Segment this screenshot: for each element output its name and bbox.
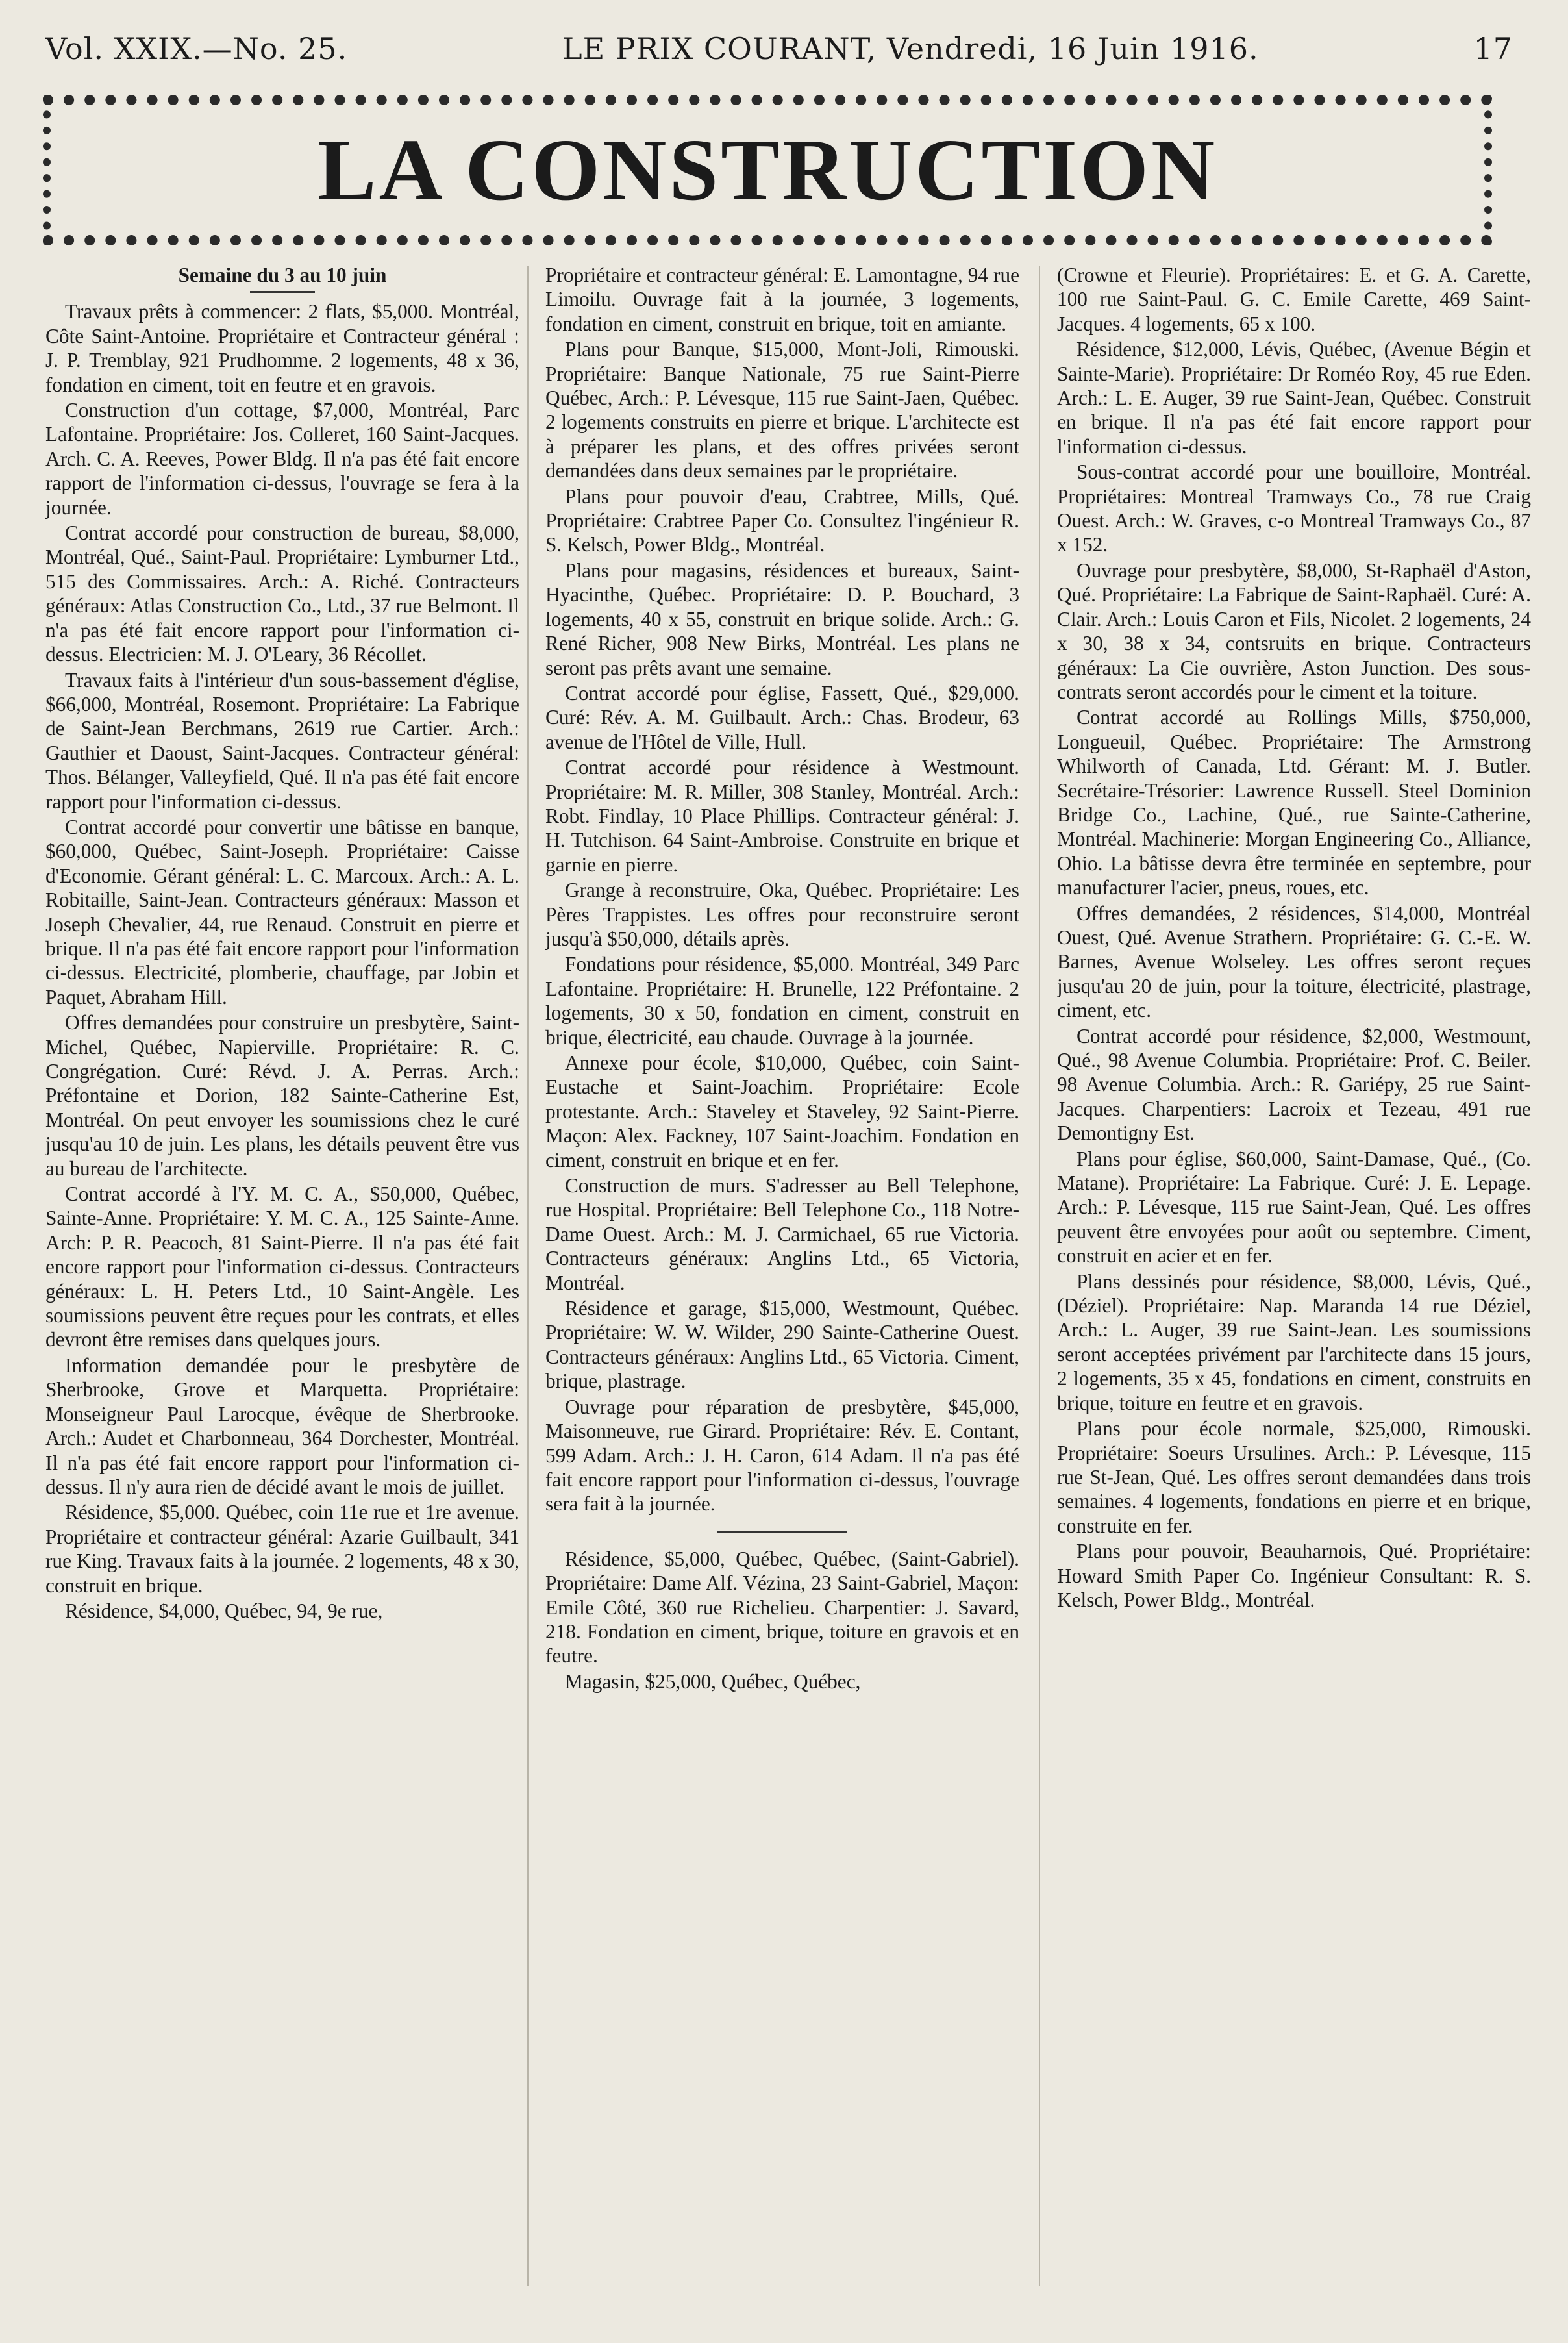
article-paragraph: Contrat accordé pour construction de bureau, $8,000, Montréal, Qué., Saint-Paul. Propriétaire: Lymburner Ltd., 515 des Commissaires. Arch.: A. Riché. Contracteurs généraux: Atlas Construction Co., Ltd., 37 rue Belmont. Il n'a pas été fait encore rapport pour l'information ci-dessus. Electricien: M. J. O'Leary, 36 Récollet. — [45, 521, 519, 666]
column-2 — [545, 263, 1019, 2315]
article-paragraph: Offres demandées, 2 résidences, $14,000, Montréal Ouest, Qué. Avenue Strathern. Propriétaire: G. C.-E. W. Barnes, Avenue Wolseley. Les offres seront reçues jusqu'au 20 de juin, pour la toiture, électricité, plastrage, ciment, etc. — [1057, 901, 1531, 1022]
article-paragraph: Contrat accordé pour convertir une bâtisse en banque, $60,000, Québec, Saint-Joseph. Propriétaire: Caisse d'Economie. Gérant général: L. C. Marcoux. Arch.: A. L. Robitaille, Saint-Jean. Contracteurs généraux: Masson et Joseph Chevalier, 44, rue Renaud. Construit en pierre et brique. Il n'a pas été fait encore rapport pour l'information ci-dessus. Electricité, plomberie, chauffage, par Jobin et Paquet, Abraham Hill. — [45, 815, 519, 1009]
page-number: 17 — [1473, 31, 1513, 66]
article-paragraph: Plans pour pouvoir, Beauharnois, Qué. Propriétaire: Howard Smith Paper Co. Ingénieur Consultant: R. S. Kelsch, Power Bldg., Montréal. — [1057, 1540, 1531, 1611]
article-paragraph: Construction d'un cottage, $7,000, Montréal, Parc Lafontaine. Propriétaire: Jos. Colleret, 160 Saint-Jacques. Arch. C. A. Reeves, Power Bldg. Il n'a pas été fait encore rapport de l'information ci-dessus, l'ouvrage se fera à la journée. — [45, 399, 519, 519]
journal-title-date: LE PRIX COURANT, Vendredi, 16 Juin 1916. — [562, 31, 1259, 66]
article-paragraph: Plans pour église, $60,000, Saint-Damase, Qué., (Co. Matane). Propriétaire: La Fabrique. Curé: J. E. Lepage. Arch.: P. Lévesque, 115 rue Saint-Jean, Qué. Les offres peuvent être envoyées pour août ou septembre. Ciment, construit en acier et en fer. — [1057, 1147, 1531, 1268]
article-paragraph: Plans pour pouvoir d'eau, Crabtree, Mills, Qué. Propriétaire: Crabtree Paper Co. Consultez l'ingénieur R. S. Kelsch, Power Bldg., Montréal. — [545, 484, 1019, 557]
article-paragraph: Offres demandées pour construire un presbytère, Saint-Michel, Québec, Napierville. Propriétaire: R. C. Congrégation. Curé: Révd. J. A. Perras. Arch.: Préfontaine et Dorion, 182 Sainte-Catherine Est, Montréal. On peut envoyer les soumissions chez le curé jusqu'au 10 de juin. Les plans, les détails peuvent être vus au bureau de l'architecte. — [45, 1011, 519, 1180]
article-paragraph: Plans dessinés pour résidence, $8,000, Lévis, Qué., (Déziel). Propriétaire: Nap. Maranda 14 rue Déziel, Arch.: L. Auger, 39 rue Saint-Jean. Les soumissions seront acceptées privément par l'architecte dans 15 jours, 2 logements, 35 x 45, fondations en ciment, construits en brique, toiture en feutre et en gravois. — [1057, 1270, 1531, 1414]
article-paragraph: Plans pour magasins, résidences et bureaux, Saint-Hyacinthe, Québec. Propriétaire: D. P. Bouchard, 3 logements, 40 x 55, construit en brique solide. Arch.: G. René Richer, 908 New Birks, Montréal. Les plans ne seront pas prêts avant une semaine. — [545, 558, 1019, 679]
article-paragraph: Contrat accordé pour résidence, $2,000, Westmount, Qué., 98 Avenue Columbia. Propriétaire: Prof. C. Beiler. 98 Avenue Columbia. Arch.: R. Gariépy, 25 rue Saint-Jacques. Charpentiers: Lacroix et Tezeau, 491 rue Demontigny Est. — [1057, 1024, 1531, 1145]
article-paragraph: Plans pour Banque, $15,000, Mont-Joli, Rimouski. Propriétaire: Banque Nationale, 75 rue Saint-Pierre Québec, Arch.: P. Lévesque, 115 rue Saint-Jaen, Québec. 2 logements construits en pierre et brique. L'architecte est à préparer les plans, et des offres privées seront demandées dans deux semaines par le propriétaire. — [545, 338, 1019, 482]
article-paragraph: Résidence, $5,000. Québec, coin 11e rue et 1re avenue. Propriétaire et contracteur général: Azarie Guilbault, 341 rue King. Travaux faits à la journée. 2 logements, 48 x 30, construit en brique. — [45, 1501, 519, 1597]
article-paragraph: Sous-contrat accordé pour une bouilloire, Montréal. Propriétaires: Montreal Tramways Co., 78 rue Craig Ouest. Arch.: W. Graves, c-o Montreal Tramways Co., 87 x 152. — [1057, 460, 1531, 557]
column-1 — [45, 263, 519, 2315]
article-paragraph: Annexe pour école, $10,000, Québec, coin Saint-Eustache et Saint-Joachim. Propriétaire: Ecole protestante. Arch.: Staveley et Staveley, 92 Saint-Pierre. Maçon: Alex. Fackney, 107 Saint-Joachim. Fondation en ciment, construit en brique et en fer. — [545, 1051, 1019, 1172]
article-paragraph: Contrat accordé pour résidence à Westmount. Propriétaire: M. R. Miller, 308 Stanley, Montréal. Arch.: Robt. Findlay, 10 Place Phillips. Contracteur général: J. H. Tutchison. 64 Saint-Ambroise. Construite en brique et garnie en pierre. — [545, 756, 1019, 876]
column-divider — [1039, 266, 1040, 2286]
article-paragraph: Résidence, $4,000, Québec, 94, 9e rue, — [65, 1599, 383, 1622]
article-paragraph: (Crowne et Fleurie). Propriétaires: E. et G. A. Carette, 100 rue Saint-Paul. G. C. Emile Carette, 469 Saint-Jacques. 4 logements, 65 x 100. — [1057, 264, 1531, 335]
column-divider — [527, 266, 529, 2286]
article-paragraph: Résidence et garage, $15,000, Westmount, Québec. Propriétaire: W. W. Wilder, 290 Sainte-Catherine Ouest. Contracteurs généraux: Anglins Ltd., 65 Victoria. Ciment, brique, plastrage. — [545, 1297, 1019, 1393]
article-paragraph: Plans pour école normale, $25,000, Rimouski. Propriétaire: Soeurs Ursulines. Arch.: P. Lévesque, 115 rue St-Jean, Qué. Les offres seront demandées dans trois semaines. 4 logements, fondations en pierre et en brique, construite en fer. — [1057, 1417, 1531, 1537]
article-paragraph: Travaux faits à l'intérieur d'un sous-bassement d'église, $66,000, Montréal, Rosemont. Propriétaire: La Fabrique de Saint-Jean Berchmans, 2619 rue Cartier. Arch.: Gauthier et Daoust, Saint-Jacques. Contracteur général: Thos. Bélanger, Valleyfield, Qué. Il n'a pas été fait encore rapport pour l'information ci-dessus. — [45, 668, 519, 813]
article-paragraph: Ouvrage pour presbytère, $8,000, St-Raphaël d'Aston, Qué. Propriétaire: La Fabrique de Saint-Raphaël. Curé: A. Clair. Arch.: Louis Caron et Fils, Nicolet. 2 logements, 24 x 30, 38 x 34, contsruits en brique. Contracteurs généraux: La Cie ouvrière, Aston Junction. Des sous-contrats seront accordés pour le ciment et la toiture. — [1057, 558, 1531, 703]
volume-number: Vol. XXIX.—No. 25. — [45, 31, 348, 66]
week-heading: Semaine du 3 au 10 juin — [178, 264, 387, 286]
masthead — [45, 26, 1513, 71]
article-paragraph: Travaux prêts à commencer: 2 flats, $5,000. Montréal, Côte Saint-Antoine. Propriétaire et Contracteur général : J. P. Tremblay, 921 Prudhomme. 2 logements, 48 x 36, fondation en ciment, toit en feutre et en gravois. — [45, 300, 519, 396]
article-paragraph: Ouvrage pour réparation de presbytère, $45,000, Maisonneuve, rue Girard. Propriétaire: Rév. E. Contant, 599 Adam. Arch.: J. H. Caron, 614 Adam. Il n'a pas été fait encore rapport pour l'information ci-dessus, l'ouvrage sera fait à la journée. — [545, 1395, 1019, 1516]
section-title-box — [43, 95, 1492, 245]
article-paragraph: Contrat accordé pour église, Fassett, Qué., $29,000. Curé: Rév. A. M. Guilbault. Arch.: Chas. Brodeur, 63 avenue de l'Hôtel de Ville, Hull. — [545, 681, 1019, 753]
short-rule — [250, 291, 315, 293]
column-3 — [1057, 263, 1531, 2315]
article-paragraph: Résidence, $5,000, Québec, Québec, (Saint-Gabriel). Propriétaire: Dame Alf. Vézina, 23 Saint-Gabriel, Maçon: Emile Côté, 360 rue Richelieu. Charpentier: J. Savard, 218. Fondation en ciment, brique, toiture en gravois et en feutre. — [545, 1547, 1019, 1668]
article-paragraph: Magasin, $25,000, Québec, Québec, — [565, 1670, 861, 1693]
article-paragraph: Contrat accordé à l'Y. M. C. A., $50,000, Québec, Sainte-Anne. Propriétaire: Y. M. C. A., 125 Sainte-Anne. Arch: P. R. Peacoch, 81 Saint-Pierre. Il n'a pas été fait encore rapport pour l'information ci-dessus. Contracteurs généraux: L. H. Peters Ltd., 10 Saint-Angèle. Les soumissions peuvent être reçues pour les contrats, et elles devront être remises dans quelques jours. — [45, 1183, 519, 1351]
article-paragraph: Construction de murs. S'adresser au Bell Telephone, rue Hospital. Propriétaire: Bell Telephone Co., 118 Notre-Dame Ouest. Arch.: M. J. Carmichael, 65 rue Victoria. Contracteurs généraux: Anglins Ltd., 65 Victoria, Montréal. — [545, 1174, 1019, 1294]
article-paragraph: Propriétaire et contracteur général: E. Lamontagne, 94 rue Limoilu. Ouvrage fait à la journée, 3 logements, fondation en ciment, construit en brique, toit en amiante. — [545, 264, 1019, 335]
article-paragraph: Contrat accordé au Rollings Mills, $750,000, Longueuil, Québec. Propriétaire: The Armstrong Whilworth of Canada, Ltd. Gérant: M. J. Butler. Secrétaire-Trésorier: Lawrence Russell. Steel Dominion Bridge Co., Lachine, Qué., rue Sainte-Catherine, Montréal. Machinerie: Morgan Engineering Co., Alliance, Ohio. La bâtisse devra être terminée en septembre, pour manufacturer l'acier, pneus, roues, etc. — [1057, 706, 1531, 899]
article-paragraph: Information demandée pour le presbytère de Sherbrooke, Grove et Marquetta. Propriétaire: Monseigneur Paul Larocque, évêque de Sherbrooke. Arch.: Audet et Charbonneau, 364 Dorchester, Montréal. Il n'a pas été fait encore rapport pour l'information ci-dessus. Il n'y aura rien de décidé avant le mois de juillet. — [45, 1353, 519, 1498]
article-paragraph: Résidence, $12,000, Lévis, Québec, (Avenue Bégin et Sainte-Marie). Propriétaire: Dr Roméo Roy, 45 rue Eden. Arch.: L. E. Auger, 39 rue Saint-Jean, Québec. Construit en brique. Il n'a pas été fait encore rapport pour l'information ci-dessus. — [1057, 338, 1531, 458]
separator-rule — [717, 1531, 847, 1533]
section-title: LA CONSTRUCTION — [317, 121, 1218, 219]
article-paragraph: Fondations pour résidence, $5,000. Montréal, 349 Parc Lafontaine. Propriétaire: H. Brunelle, 122 Préfontaine. 2 logements, 30 x 50, fondation en ciment, construit en brique, électricité, eau chaude. Ouvrage à la journée. — [545, 953, 1019, 1049]
article-paragraph: Grange à reconstruire, Oka, Québec. Propriétaire: Les Pères Trappistes. Les offres pour reconstruire seront jusqu'à $50,000, détails après. — [545, 879, 1019, 950]
